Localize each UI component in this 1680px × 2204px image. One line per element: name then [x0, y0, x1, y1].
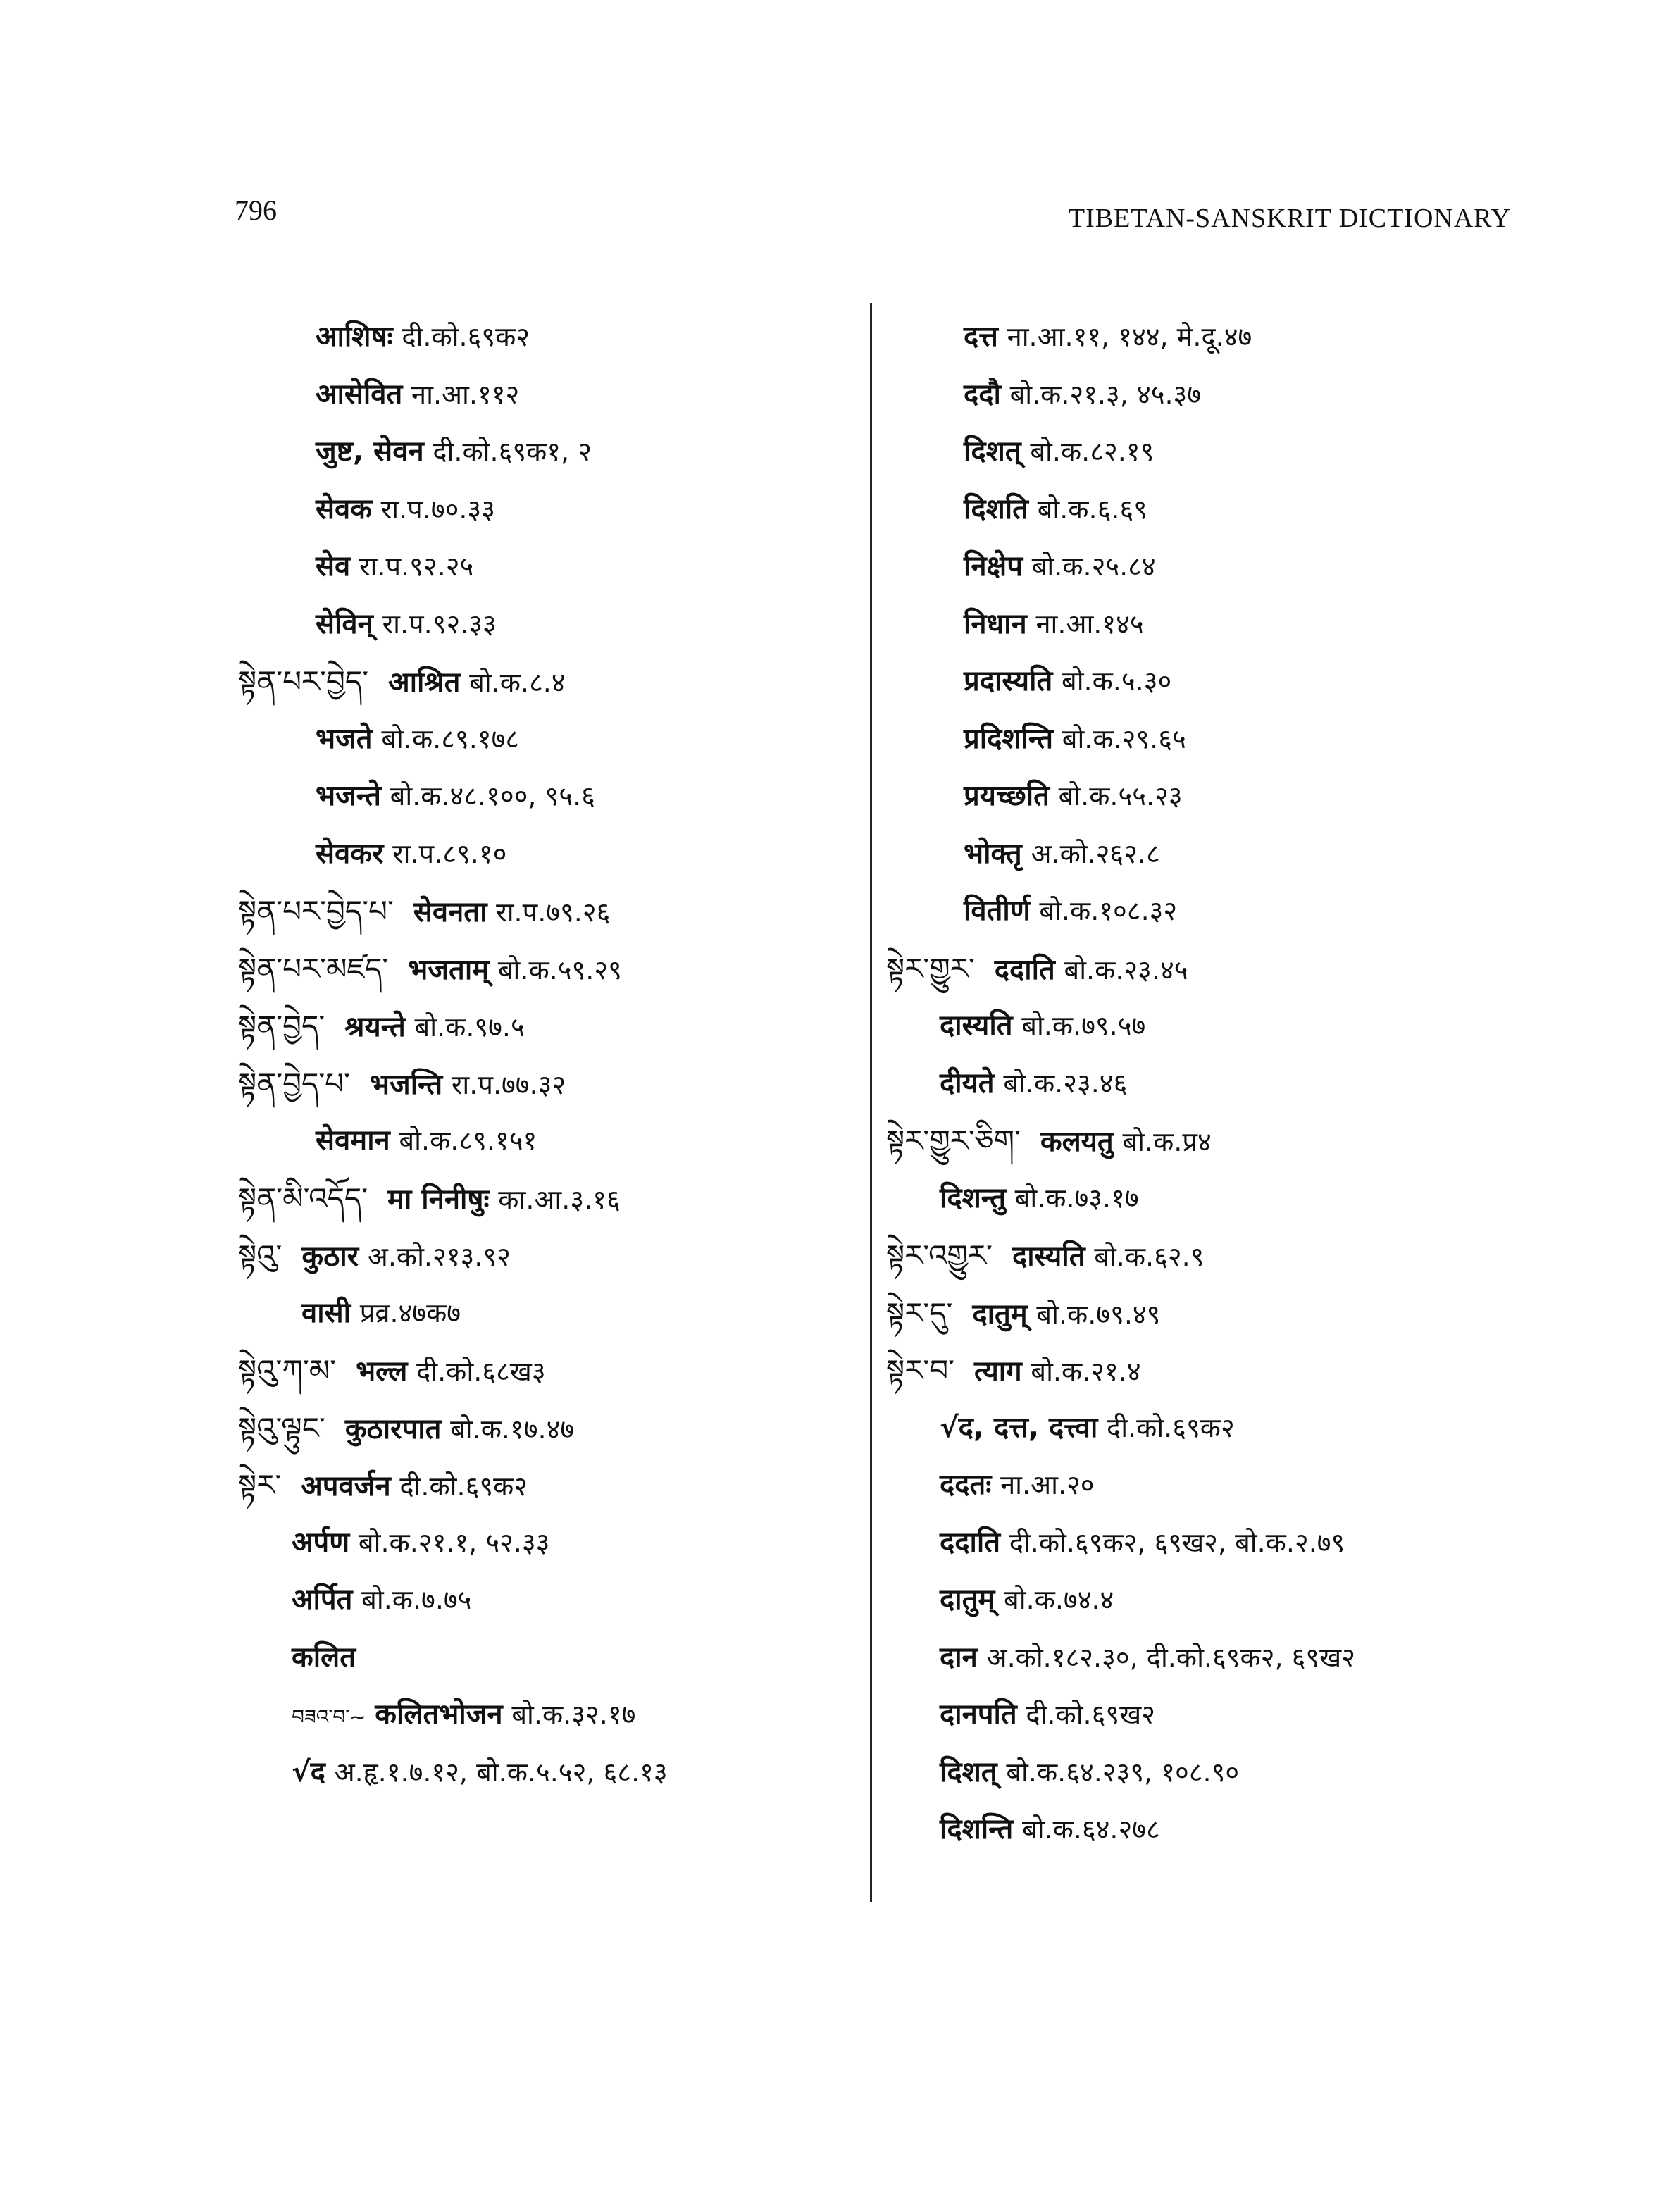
source-reference: बो.क.७९.४९ [1036, 1298, 1161, 1330]
dictionary-entry [886, 538, 1555, 596]
left-column [238, 309, 858, 1801]
source-reference: बो.क.६२.९ [1094, 1241, 1205, 1272]
sanskrit-equivalent: कुठारपात [344, 1412, 442, 1445]
sanskrit-equivalent: दातुम् [972, 1297, 1028, 1331]
source-reference: बो.क.२१.१, ५२.३३ [358, 1526, 550, 1558]
sanskrit-equivalent: दानपति [940, 1698, 1017, 1731]
sanskrit-equivalent: सेविन् [316, 607, 373, 640]
sanskrit-equivalent: प्रदास्यति [964, 665, 1053, 697]
sanskrit-equivalent: ददाति [994, 953, 1055, 986]
source-reference: बो.क.८.४ [469, 667, 566, 698]
dictionary-entry [238, 1342, 858, 1400]
sanskrit-equivalent: कुठार [301, 1240, 359, 1273]
dictionary-entry [238, 1629, 858, 1687]
dictionary-entry [886, 940, 1555, 998]
sanskrit-equivalent: मा निनीषुः [387, 1183, 490, 1216]
sanskrit-equivalent: दिशन्ति [940, 1813, 1014, 1845]
dictionary-entry [886, 1112, 1555, 1170]
dictionary-entry [886, 1571, 1555, 1629]
tibetan-headword: སྟེར་གྱུར་ [886, 951, 975, 986]
dictionary-entry [886, 1055, 1555, 1113]
sanskrit-equivalent: दीयते [940, 1066, 995, 1100]
dictionary-entry [886, 997, 1555, 1055]
dictionary-entry [238, 1170, 858, 1228]
source-reference: रा.प.८९.१० [392, 838, 507, 869]
sanskrit-equivalent: ददौ [964, 378, 1001, 411]
sanskrit-equivalent: दत्त [964, 320, 998, 353]
sanskrit-equivalent: कलयतु [1040, 1126, 1114, 1158]
tibetan-headword: སྟེའུ་ལྟུང་ [238, 1410, 325, 1445]
sanskrit-equivalent: अपवर्जन [301, 1470, 391, 1502]
dictionary-entry [238, 1400, 858, 1457]
tibetan-headword: སྟེན་བྱེད་པ་ [238, 1066, 350, 1101]
sanskrit-equivalent: आशिषः [316, 320, 393, 353]
dictionary-entry [238, 1514, 858, 1572]
sanskrit-equivalent: अर्पण [292, 1526, 350, 1559]
sanskrit-equivalent: दिशन्तु [940, 1181, 1006, 1214]
source-reference: अ.हृ.१.७.१२, बो.क.५.५२, ६८.१३ [334, 1756, 668, 1788]
source-reference: बो.क.८९.१५१ [399, 1125, 537, 1156]
sanskrit-equivalent: दिशत् [964, 435, 1021, 468]
sanskrit-equivalent: वासी [301, 1296, 351, 1329]
sanskrit-equivalent: दान [940, 1640, 978, 1674]
dictionary-entry [238, 940, 858, 998]
sanskrit-equivalent: निक्षेप [964, 550, 1023, 583]
sanskrit-equivalent: प्रयच्छति [964, 780, 1050, 812]
dictionary-entry [238, 768, 858, 826]
source-reference: बो.क.४८.१००, ९५.६ [390, 780, 595, 811]
source-reference: बो.क.५.३० [1062, 666, 1172, 697]
sanskrit-equivalent: दास्यति [940, 1009, 1013, 1042]
sanskrit-equivalent: ददतः [940, 1469, 992, 1501]
tibetan-compound-prefix: བཟའ་བ་~ [292, 1705, 366, 1729]
right-column [886, 309, 1555, 1859]
sanskrit-equivalent: जुष्ट, सेवन [316, 435, 424, 468]
source-reference: रा.प.७७.३२ [451, 1069, 566, 1100]
tibetan-headword: སྟེན་པར་བྱེད་ [238, 664, 369, 699]
source-reference: रा.प.९२.३३ [382, 608, 497, 640]
sanskrit-equivalent: सेवक [316, 492, 372, 525]
source-reference: अ.को.२१३.९२ [367, 1241, 511, 1272]
dictionary-entry [238, 1686, 858, 1744]
dictionary-entry [886, 711, 1555, 768]
source-reference: बो.क.२३.४५ [1064, 954, 1188, 985]
dictionary-entry [238, 1571, 858, 1629]
dictionary-entry [886, 309, 1555, 366]
source-reference: अ.को.१८२.३०, दी.को.६९क२, ६९ख२ [986, 1641, 1355, 1673]
source-reference: बो.क.५५.२३ [1058, 780, 1183, 811]
running-head: TIBETAN-SANSKRIT DICTIONARY [1068, 204, 1511, 233]
sanskrit-equivalent: प्रदिशन्ति [964, 722, 1054, 755]
sanskrit-equivalent: भल्ल [356, 1355, 408, 1388]
dictionary-entry [886, 1514, 1555, 1572]
dictionary-entry [238, 1227, 858, 1285]
source-reference: बो.क.२५.८४ [1031, 551, 1156, 582]
source-reference: बो.क.३२.१७ [511, 1699, 636, 1730]
source-reference: बो.क.६४.२३९, १०८.९० [1006, 1756, 1240, 1788]
dictionary-entry [886, 1285, 1555, 1343]
page-number: 796 [235, 194, 277, 226]
dictionary-entry [886, 1400, 1555, 1457]
source-reference: बो.क.७९.५७ [1021, 1010, 1146, 1041]
source-reference: प्रव्र.४७क७ [359, 1297, 461, 1328]
tibetan-headword: སྟེར་དུ་ [886, 1295, 953, 1331]
sanskrit-equivalent: सेवकर [316, 837, 384, 870]
dictionary-entry [886, 1629, 1555, 1687]
source-reference: अ.को.२६२.८ [1031, 838, 1160, 869]
source-reference: बो.क.१७.४७ [450, 1413, 575, 1445]
dictionary-entry [886, 826, 1555, 883]
sanskrit-equivalent: निधान [964, 607, 1027, 640]
sanskrit-equivalent: श्रयन्ते [344, 1011, 406, 1043]
dictionary-entry [886, 1744, 1555, 1802]
dictionary-entry [886, 883, 1555, 940]
dictionary-entry [238, 538, 858, 596]
sanskrit-equivalent: सेव [316, 550, 351, 583]
dictionary-entry [238, 423, 858, 481]
dictionary-entry [238, 309, 858, 366]
tibetan-headword: སྟེར་བ་ [886, 1353, 954, 1388]
sanskrit-equivalent: भोक्तृ [964, 837, 1022, 870]
source-reference: दी.को.६९ख२ [1026, 1699, 1155, 1730]
tibetan-headword: སྟེན་མི་འདོད་ [238, 1181, 368, 1216]
dictionary-entry [238, 653, 858, 711]
tibetan-headword: སྟེར་འགྱུར་ [886, 1238, 993, 1273]
sanskrit-equivalent: आसेवित [316, 378, 403, 411]
source-reference: दी.को.६९क१, २ [433, 436, 592, 467]
tibetan-headword: སྟེར་གྱུར་ཅིག་ [886, 1123, 1021, 1158]
source-reference: बो.क.७.७५ [361, 1584, 472, 1615]
dictionary-entry [886, 1170, 1555, 1228]
source-reference: बो.क.६४.२७८ [1022, 1814, 1160, 1845]
source-reference: बो.क.२१.४ [1031, 1356, 1141, 1387]
dictionary-entry [886, 1457, 1555, 1514]
source-reference: दी.को.६९क२ [1107, 1412, 1235, 1443]
source-reference: बो.क.५९.२९ [497, 954, 622, 985]
column-divider [870, 303, 872, 1902]
dictionary-entry [886, 481, 1555, 539]
dictionary-entry [886, 653, 1555, 711]
sanskrit-equivalent: त्याग [973, 1355, 1022, 1388]
dictionary-entry [238, 481, 858, 539]
sanskrit-equivalent: दातुम् [940, 1583, 995, 1616]
source-reference: रा.प.७९.२६ [496, 897, 611, 928]
tibetan-headword: སྟེའུ་ [238, 1238, 282, 1273]
dictionary-entry [886, 596, 1555, 654]
source-reference: दी.को.६९क२, ६९ख२, बो.क.२.७९ [1009, 1526, 1345, 1558]
tibetan-headword: སྟེན་པར་བྱེད་པ་ [238, 894, 394, 928]
sanskrit-equivalent: कलितभोजन [375, 1698, 503, 1731]
sanskrit-equivalent: भजताम् [408, 953, 490, 986]
source-reference: रा.प.७०.३३ [380, 493, 495, 525]
source-reference: दी.को.६९क२ [399, 1471, 528, 1502]
sanskrit-equivalent: √द, दत्त, दत्त्वा [940, 1411, 1098, 1444]
source-reference: दी.को.६९क२ [402, 321, 530, 352]
sanskrit-equivalent: दिशत् [940, 1755, 997, 1788]
source-reference: ना.आ.११२ [411, 378, 520, 410]
tibetan-headword: སྟེའུ་ཀ་མ་ [238, 1353, 337, 1388]
dictionary-entry [886, 423, 1555, 481]
dictionary-entry [238, 596, 858, 654]
tibetan-headword: སྟེན་པར་མཛད་ [238, 951, 389, 986]
dictionary-entry [886, 1227, 1555, 1285]
sanskrit-equivalent: भजन्ति [369, 1068, 443, 1101]
source-reference: बो.क.७४.४ [1004, 1584, 1114, 1615]
source-reference: बो.क.२३.४६ [1003, 1067, 1128, 1099]
dictionary-entry [886, 1342, 1555, 1400]
source-reference: बो.क.७३.१७ [1014, 1182, 1139, 1214]
sanskrit-equivalent: अर्पित [292, 1583, 353, 1616]
sanskrit-equivalent: दास्यति [1012, 1240, 1085, 1273]
sanskrit-equivalent: वितीर्ण [964, 895, 1031, 927]
source-reference: बो.क.प्र४ [1122, 1126, 1212, 1157]
source-reference: बो.क.२१.३, ४५.३७ [1009, 378, 1202, 410]
dictionary-entry [886, 768, 1555, 826]
sanskrit-equivalent: √द [292, 1755, 325, 1788]
source-reference: ना.आ.११, १४४, मे.दू.४७ [1007, 321, 1252, 352]
sanskrit-equivalent: कलित [292, 1640, 356, 1674]
dictionary-entry [886, 1801, 1555, 1859]
source-reference: का.आ.३.१६ [498, 1183, 621, 1215]
source-reference: बो.क.६.६९ [1037, 493, 1147, 525]
dictionary-entry [238, 1112, 858, 1170]
tibetan-headword: སྟེར་ [238, 1468, 282, 1502]
sanskrit-equivalent: भजन्ते [316, 780, 381, 812]
sanskrit-equivalent: सेवनता [413, 896, 487, 928]
tibetan-headword: སྟེན་བྱེད་ [238, 1009, 325, 1043]
source-reference: बो.क.९७.५ [414, 1011, 525, 1042]
sanskrit-equivalent: आश्रित [388, 666, 461, 699]
dictionary-entry [238, 366, 858, 424]
source-reference: बो.क.८९.१७८ [381, 723, 520, 754]
dictionary-entry [238, 1055, 858, 1113]
dictionary-entry [238, 1285, 858, 1343]
dictionary-entry [886, 1686, 1555, 1744]
dictionary-entry [238, 711, 858, 768]
sanskrit-equivalent: भजते [316, 722, 373, 755]
dictionary-entry [886, 366, 1555, 424]
source-reference: बो.क.८२.१९ [1030, 436, 1155, 467]
source-reference: दी.को.६८ख३ [416, 1356, 546, 1387]
source-reference: बो.क.१०८.३२ [1039, 895, 1178, 926]
dictionary-entry [238, 826, 858, 883]
dictionary-entry [238, 1457, 858, 1514]
dictionary-entry [238, 1744, 858, 1802]
sanskrit-equivalent: ददाति [940, 1526, 1000, 1559]
source-reference: रा.प.९२.२५ [359, 551, 474, 582]
dictionary-entry [238, 883, 858, 940]
dictionary-entry [238, 997, 858, 1055]
source-reference: ना.आ.२० [1000, 1469, 1095, 1500]
sanskrit-equivalent: दिशति [964, 492, 1028, 525]
source-reference: बो.क.२९.६५ [1062, 723, 1186, 754]
source-reference: ना.आ.१४५ [1035, 608, 1144, 640]
sanskrit-equivalent: सेवमान [316, 1124, 390, 1157]
